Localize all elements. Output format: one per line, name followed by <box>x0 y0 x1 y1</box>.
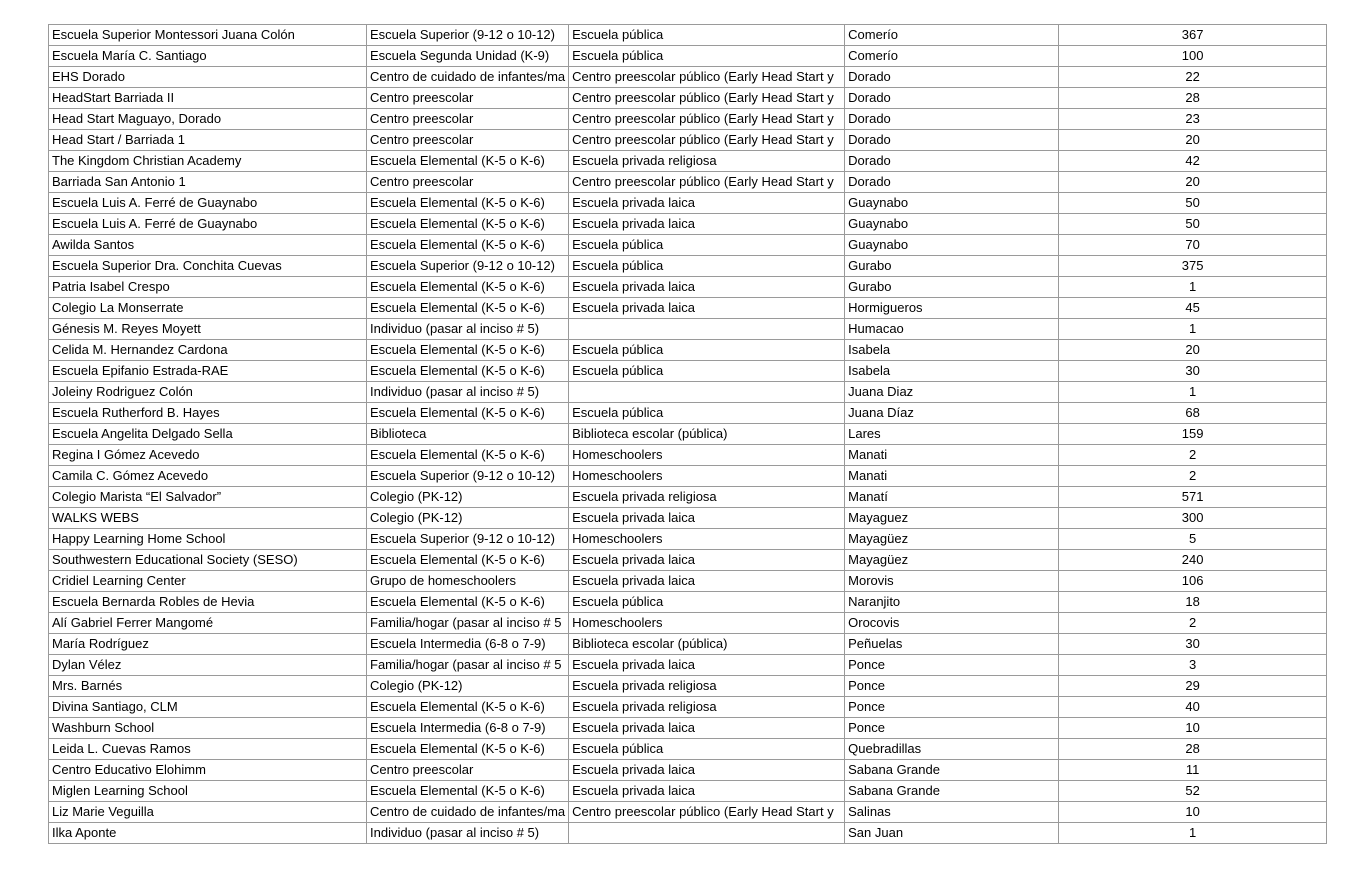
table-row <box>49 739 1327 760</box>
school-category-cell[interactable]: Escuela pública <box>569 46 845 67</box>
count-cell[interactable]: 1 <box>1059 319 1327 340</box>
count-cell[interactable]: 20 <box>1059 172 1327 193</box>
school-name-cell[interactable]: Celida M. Hernandez Cardona <box>49 340 367 361</box>
count-cell[interactable]: 240 <box>1059 550 1327 571</box>
school-name-cell[interactable]: Colegio La Monserrate <box>49 298 367 319</box>
school-category-cell[interactable]: Centro preescolar público (Early Head Start y <box>569 88 845 109</box>
school-category-cell[interactable]: Centro preescolar público (Early Head Start y <box>569 130 845 151</box>
count-cell[interactable]: 28 <box>1059 739 1327 760</box>
count-cell[interactable]: 70 <box>1059 235 1327 256</box>
count-cell[interactable]: 1 <box>1059 277 1327 298</box>
table-row <box>49 592 1327 613</box>
count-cell[interactable]: 3 <box>1059 655 1327 676</box>
institution-type-cell[interactable]: Centro de cuidado de infantes/ma <box>367 802 569 823</box>
count-cell[interactable]: 2 <box>1059 466 1327 487</box>
institution-type-cell[interactable]: Escuela Elemental (K-5 o K-6) <box>367 550 569 571</box>
municipality-cell[interactable]: Morovis <box>845 571 1059 592</box>
table-row <box>49 781 1327 802</box>
school-category-cell[interactable] <box>569 823 845 844</box>
school-name-cell[interactable]: Divina Santiago, CLM <box>49 697 367 718</box>
municipality-cell[interactable]: Orocovis <box>845 613 1059 634</box>
municipality-cell[interactable]: Mayagüez <box>845 529 1059 550</box>
municipality-cell[interactable]: Gurabo <box>845 277 1059 298</box>
count-cell[interactable]: 50 <box>1059 214 1327 235</box>
institution-type-cell[interactable]: Escuela Elemental (K-5 o K-6) <box>367 235 569 256</box>
institution-type-cell[interactable]: Centro de cuidado de infantes/ma <box>367 67 569 88</box>
table-row <box>49 382 1327 403</box>
municipality-cell[interactable]: Mayaguez <box>845 508 1059 529</box>
municipality-cell[interactable]: Guaynabo <box>845 235 1059 256</box>
count-cell[interactable]: 1 <box>1059 382 1327 403</box>
school-name-cell[interactable]: Escuela Superior Montessori Juana Colón <box>49 25 367 46</box>
school-category-cell[interactable]: Escuela privada laica <box>569 718 845 739</box>
school-category-cell[interactable]: Biblioteca escolar (pública) <box>569 634 845 655</box>
school-category-cell[interactable]: Escuela privada laica <box>569 193 845 214</box>
count-cell[interactable]: 106 <box>1059 571 1327 592</box>
municipality-cell[interactable]: Dorado <box>845 109 1059 130</box>
count-cell[interactable]: 571 <box>1059 487 1327 508</box>
institution-type-cell[interactable]: Escuela Elemental (K-5 o K-6) <box>367 592 569 613</box>
municipality-cell[interactable]: Manati <box>845 466 1059 487</box>
institution-type-cell[interactable]: Escuela Elemental (K-5 o K-6) <box>367 298 569 319</box>
table-row <box>49 823 1327 844</box>
municipality-cell[interactable]: Dorado <box>845 151 1059 172</box>
institution-type-cell[interactable]: Centro preescolar <box>367 760 569 781</box>
count-cell[interactable]: 300 <box>1059 508 1327 529</box>
municipality-cell[interactable]: Guaynabo <box>845 193 1059 214</box>
school-name-cell[interactable]: Patria Isabel Crespo <box>49 277 367 298</box>
institution-type-cell[interactable]: Escuela Superior (9-12 o 10-12) <box>367 529 569 550</box>
school-category-cell[interactable]: Escuela pública <box>569 235 845 256</box>
municipality-cell[interactable]: Ponce <box>845 676 1059 697</box>
school-name-cell[interactable]: Génesis M. Reyes Moyett <box>49 319 367 340</box>
count-cell[interactable]: 10 <box>1059 802 1327 823</box>
table-row <box>49 445 1327 466</box>
school-category-cell[interactable]: Escuela privada laica <box>569 508 845 529</box>
municipality-cell[interactable]: San Juan <box>845 823 1059 844</box>
institution-type-cell[interactable]: Escuela Elemental (K-5 o K-6) <box>367 781 569 802</box>
school-name-cell[interactable]: Escuela Angelita Delgado Sella <box>49 424 367 445</box>
municipality-cell[interactable]: Ponce <box>845 655 1059 676</box>
municipality-cell[interactable]: Dorado <box>845 88 1059 109</box>
institution-type-cell[interactable]: Escuela Intermedia (6-8 o 7-9) <box>367 634 569 655</box>
table-row <box>49 613 1327 634</box>
institution-type-cell[interactable]: Escuela Elemental (K-5 o K-6) <box>367 340 569 361</box>
municipality-cell[interactable]: Manatí <box>845 487 1059 508</box>
count-cell[interactable]: 10 <box>1059 718 1327 739</box>
count-cell[interactable]: 20 <box>1059 340 1327 361</box>
school-name-cell[interactable]: Southwestern Educational Society (SESO) <box>49 550 367 571</box>
institution-type-cell[interactable]: Escuela Elemental (K-5 o K-6) <box>367 193 569 214</box>
table-row <box>49 802 1327 823</box>
count-cell[interactable]: 23 <box>1059 109 1327 130</box>
institution-type-cell[interactable]: Individuo (pasar al inciso # 5) <box>367 382 569 403</box>
table-row <box>49 256 1327 277</box>
school-name-cell[interactable]: Happy Learning Home School <box>49 529 367 550</box>
school-category-cell[interactable]: Escuela pública <box>569 403 845 424</box>
table-row <box>49 214 1327 235</box>
institution-type-cell[interactable]: Centro preescolar <box>367 88 569 109</box>
municipality-cell[interactable]: Isabela <box>845 340 1059 361</box>
count-cell[interactable]: 68 <box>1059 403 1327 424</box>
school-category-cell[interactable]: Escuela privada religiosa <box>569 676 845 697</box>
school-name-cell[interactable]: EHS Dorado <box>49 67 367 88</box>
municipality-cell[interactable]: Dorado <box>845 67 1059 88</box>
municipality-cell[interactable]: Hormigueros <box>845 298 1059 319</box>
school-category-cell[interactable]: Homeschoolers <box>569 466 845 487</box>
school-category-cell[interactable]: Escuela privada religiosa <box>569 487 845 508</box>
school-category-cell[interactable]: Escuela pública <box>569 25 845 46</box>
table-row <box>49 718 1327 739</box>
school-name-cell[interactable]: Awilda Santos <box>49 235 367 256</box>
school-category-cell[interactable]: Homeschoolers <box>569 613 845 634</box>
count-cell[interactable]: 30 <box>1059 361 1327 382</box>
school-name-cell[interactable]: Cridiel Learning Center <box>49 571 367 592</box>
table-row <box>49 466 1327 487</box>
school-category-cell[interactable]: Centro preescolar público (Early Head Start y <box>569 802 845 823</box>
table-row <box>49 655 1327 676</box>
table-row <box>49 403 1327 424</box>
count-cell[interactable]: 159 <box>1059 424 1327 445</box>
table-row <box>49 361 1327 382</box>
institution-type-cell[interactable]: Escuela Elemental (K-5 o K-6) <box>367 277 569 298</box>
municipality-cell[interactable]: Naranjito <box>845 592 1059 613</box>
municipality-cell[interactable]: Sabana Grande <box>845 760 1059 781</box>
table-row <box>49 571 1327 592</box>
table-row <box>49 424 1327 445</box>
institution-type-cell[interactable]: Escuela Elemental (K-5 o K-6) <box>367 445 569 466</box>
school-category-cell[interactable]: Biblioteca escolar (pública) <box>569 424 845 445</box>
school-name-cell[interactable]: Escuela Rutherford B. Hayes <box>49 403 367 424</box>
count-cell[interactable]: 2 <box>1059 613 1327 634</box>
spreadsheet-table <box>48 24 1327 844</box>
school-name-cell[interactable]: Escuela Epifanio Estrada-RAE <box>49 361 367 382</box>
school-category-cell[interactable]: Escuela pública <box>569 739 845 760</box>
institution-type-cell[interactable]: Individuo (pasar al inciso # 5) <box>367 319 569 340</box>
school-name-cell[interactable]: WALKS WEBS <box>49 508 367 529</box>
school-category-cell[interactable]: Escuela privada laica <box>569 781 845 802</box>
school-category-cell[interactable]: Escuela pública <box>569 592 845 613</box>
count-cell[interactable]: 40 <box>1059 697 1327 718</box>
municipality-cell[interactable]: Ponce <box>845 697 1059 718</box>
table-row <box>49 529 1327 550</box>
table-row <box>49 298 1327 319</box>
school-category-cell[interactable] <box>569 319 845 340</box>
count-cell[interactable]: 375 <box>1059 256 1327 277</box>
school-name-cell[interactable]: The Kingdom Christian Academy <box>49 151 367 172</box>
institution-type-cell[interactable]: Escuela Segunda Unidad (K-9) <box>367 46 569 67</box>
municipality-cell[interactable]: Manati <box>845 445 1059 466</box>
school-name-cell[interactable]: Escuela Bernarda Robles de Hevia <box>49 592 367 613</box>
count-cell[interactable]: 29 <box>1059 676 1327 697</box>
table-row <box>49 340 1327 361</box>
institution-type-cell[interactable]: Familia/hogar (pasar al inciso # 5 <box>367 655 569 676</box>
school-category-cell[interactable]: Escuela privada laica <box>569 277 845 298</box>
school-name-cell[interactable]: Barriada San Antonio 1 <box>49 172 367 193</box>
count-cell[interactable]: 5 <box>1059 529 1327 550</box>
municipality-cell[interactable]: Dorado <box>845 172 1059 193</box>
count-cell[interactable]: 30 <box>1059 634 1327 655</box>
table-row <box>49 46 1327 67</box>
municipality-cell[interactable]: Salinas <box>845 802 1059 823</box>
school-category-cell[interactable]: Centro preescolar público (Early Head Start y <box>569 109 845 130</box>
count-cell[interactable]: 1 <box>1059 823 1327 844</box>
school-category-cell[interactable]: Escuela pública <box>569 256 845 277</box>
school-category-cell[interactable]: Homeschoolers <box>569 445 845 466</box>
school-name-cell[interactable]: Camila C. Gómez Acevedo <box>49 466 367 487</box>
count-cell[interactable]: 367 <box>1059 25 1327 46</box>
municipality-cell[interactable]: Juana Díaz <box>845 403 1059 424</box>
school-name-cell[interactable]: María Rodríguez <box>49 634 367 655</box>
spreadsheet-body <box>49 25 1327 844</box>
municipality-cell[interactable]: Lares <box>845 424 1059 445</box>
school-name-cell[interactable]: Miglen Learning School <box>49 781 367 802</box>
table-row <box>49 487 1327 508</box>
municipality-cell[interactable]: Peñuelas <box>845 634 1059 655</box>
institution-type-cell[interactable]: Centro preescolar <box>367 172 569 193</box>
count-cell[interactable]: 52 <box>1059 781 1327 802</box>
school-name-cell[interactable]: Ilka Aponte <box>49 823 367 844</box>
school-name-cell[interactable]: Leida L. Cuevas Ramos <box>49 739 367 760</box>
school-category-cell[interactable]: Escuela privada laica <box>569 760 845 781</box>
school-name-cell[interactable]: Escuela María C. Santiago <box>49 46 367 67</box>
school-category-cell[interactable]: Escuela privada laica <box>569 214 845 235</box>
school-name-cell[interactable]: HeadStart Barriada II <box>49 88 367 109</box>
school-category-cell[interactable]: Escuela privada laica <box>569 550 845 571</box>
school-name-cell[interactable]: Regina I Gómez Acevedo <box>49 445 367 466</box>
municipality-cell[interactable]: Quebradillas <box>845 739 1059 760</box>
count-cell[interactable]: 18 <box>1059 592 1327 613</box>
municipality-cell[interactable]: Humacao <box>845 319 1059 340</box>
table-row <box>49 67 1327 88</box>
count-cell[interactable]: 11 <box>1059 760 1327 781</box>
institution-type-cell[interactable]: Escuela Elemental (K-5 o K-6) <box>367 214 569 235</box>
municipality-cell[interactable]: Ponce <box>845 718 1059 739</box>
institution-type-cell[interactable]: Escuela Superior (9-12 o 10-12) <box>367 466 569 487</box>
count-cell[interactable]: 45 <box>1059 298 1327 319</box>
school-category-cell[interactable]: Escuela privada laica <box>569 571 845 592</box>
school-name-cell[interactable]: Escuela Luis A. Ferré de Guaynabo <box>49 193 367 214</box>
table-row <box>49 697 1327 718</box>
institution-type-cell[interactable]: Escuela Superior (9-12 o 10-12) <box>367 25 569 46</box>
school-name-cell[interactable]: Liz Marie Veguilla <box>49 802 367 823</box>
table-row <box>49 760 1327 781</box>
count-cell[interactable]: 28 <box>1059 88 1327 109</box>
count-cell[interactable]: 50 <box>1059 193 1327 214</box>
municipality-cell[interactable]: Sabana Grande <box>845 781 1059 802</box>
institution-type-cell[interactable]: Escuela Superior (9-12 o 10-12) <box>367 256 569 277</box>
table-row <box>49 88 1327 109</box>
table-row <box>49 130 1327 151</box>
school-category-cell[interactable]: Escuela privada religiosa <box>569 697 845 718</box>
institution-type-cell[interactable]: Escuela Intermedia (6-8 o 7-9) <box>367 718 569 739</box>
municipality-cell[interactable]: Comerío <box>845 25 1059 46</box>
school-category-cell[interactable]: Escuela privada laica <box>569 655 845 676</box>
table-row <box>49 235 1327 256</box>
municipality-cell[interactable]: Juana Diaz <box>845 382 1059 403</box>
school-name-cell[interactable]: Escuela Superior Dra. Conchita Cuevas <box>49 256 367 277</box>
municipality-cell[interactable]: Dorado <box>845 130 1059 151</box>
school-name-cell[interactable]: Head Start Maguayo, Dorado <box>49 109 367 130</box>
institution-type-cell[interactable]: Grupo de homeschoolers <box>367 571 569 592</box>
school-category-cell[interactable]: Escuela pública <box>569 361 845 382</box>
school-category-cell[interactable]: Escuela privada laica <box>569 298 845 319</box>
institution-type-cell[interactable]: Escuela Elemental (K-5 o K-6) <box>367 403 569 424</box>
school-name-cell[interactable]: Dylan Vélez <box>49 655 367 676</box>
institution-type-cell[interactable]: Escuela Elemental (K-5 o K-6) <box>367 739 569 760</box>
institution-type-cell[interactable]: Escuela Elemental (K-5 o K-6) <box>367 151 569 172</box>
table-row <box>49 277 1327 298</box>
school-category-cell[interactable]: Homeschoolers <box>569 529 845 550</box>
municipality-cell[interactable]: Guaynabo <box>845 214 1059 235</box>
school-category-cell[interactable] <box>569 382 845 403</box>
school-name-cell[interactable]: Mrs. Barnés <box>49 676 367 697</box>
school-name-cell[interactable]: Alí Gabriel Ferrer Mangomé <box>49 613 367 634</box>
table-row <box>49 151 1327 172</box>
table-row <box>49 550 1327 571</box>
institution-type-cell[interactable]: Escuela Elemental (K-5 o K-6) <box>367 697 569 718</box>
school-name-cell[interactable]: Escuela Luis A. Ferré de Guaynabo <box>49 214 367 235</box>
count-cell[interactable]: 100 <box>1059 46 1327 67</box>
municipality-cell[interactable]: Comerío <box>845 46 1059 67</box>
school-category-cell[interactable]: Escuela pública <box>569 340 845 361</box>
institution-type-cell[interactable]: Centro preescolar <box>367 109 569 130</box>
count-cell[interactable]: 20 <box>1059 130 1327 151</box>
institution-type-cell[interactable]: Biblioteca <box>367 424 569 445</box>
institution-type-cell[interactable]: Colegio (PK-12) <box>367 508 569 529</box>
table-row <box>49 109 1327 130</box>
school-name-cell[interactable]: Head Start / Barriada 1 <box>49 130 367 151</box>
institution-type-cell[interactable]: Colegio (PK-12) <box>367 676 569 697</box>
municipality-cell[interactable]: Gurabo <box>845 256 1059 277</box>
municipality-cell[interactable]: Isabela <box>845 361 1059 382</box>
school-name-cell[interactable]: Colegio Marista “El Salvador” <box>49 487 367 508</box>
school-name-cell[interactable]: Washburn School <box>49 718 367 739</box>
institution-type-cell[interactable]: Colegio (PK-12) <box>367 487 569 508</box>
school-name-cell[interactable]: Centro Educativo Elohimm <box>49 760 367 781</box>
table-row <box>49 508 1327 529</box>
school-name-cell[interactable]: Joleiny Rodriguez Colón <box>49 382 367 403</box>
table-row <box>49 319 1327 340</box>
count-cell[interactable]: 2 <box>1059 445 1327 466</box>
table-row <box>49 676 1327 697</box>
institution-type-cell[interactable]: Familia/hogar (pasar al inciso # 5 <box>367 613 569 634</box>
count-cell[interactable]: 42 <box>1059 151 1327 172</box>
table-row <box>49 25 1327 46</box>
school-category-cell[interactable]: Centro preescolar público (Early Head Start y <box>569 172 845 193</box>
table-row <box>49 634 1327 655</box>
institution-type-cell[interactable]: Escuela Elemental (K-5 o K-6) <box>367 361 569 382</box>
municipality-cell[interactable]: Mayagüez <box>845 550 1059 571</box>
table-row <box>49 172 1327 193</box>
school-category-cell[interactable]: Centro preescolar público (Early Head Start y <box>569 67 845 88</box>
school-category-cell[interactable]: Escuela privada religiosa <box>569 151 845 172</box>
institution-type-cell[interactable]: Individuo (pasar al inciso # 5) <box>367 823 569 844</box>
count-cell[interactable]: 22 <box>1059 67 1327 88</box>
table-row <box>49 193 1327 214</box>
institution-type-cell[interactable]: Centro preescolar <box>367 130 569 151</box>
